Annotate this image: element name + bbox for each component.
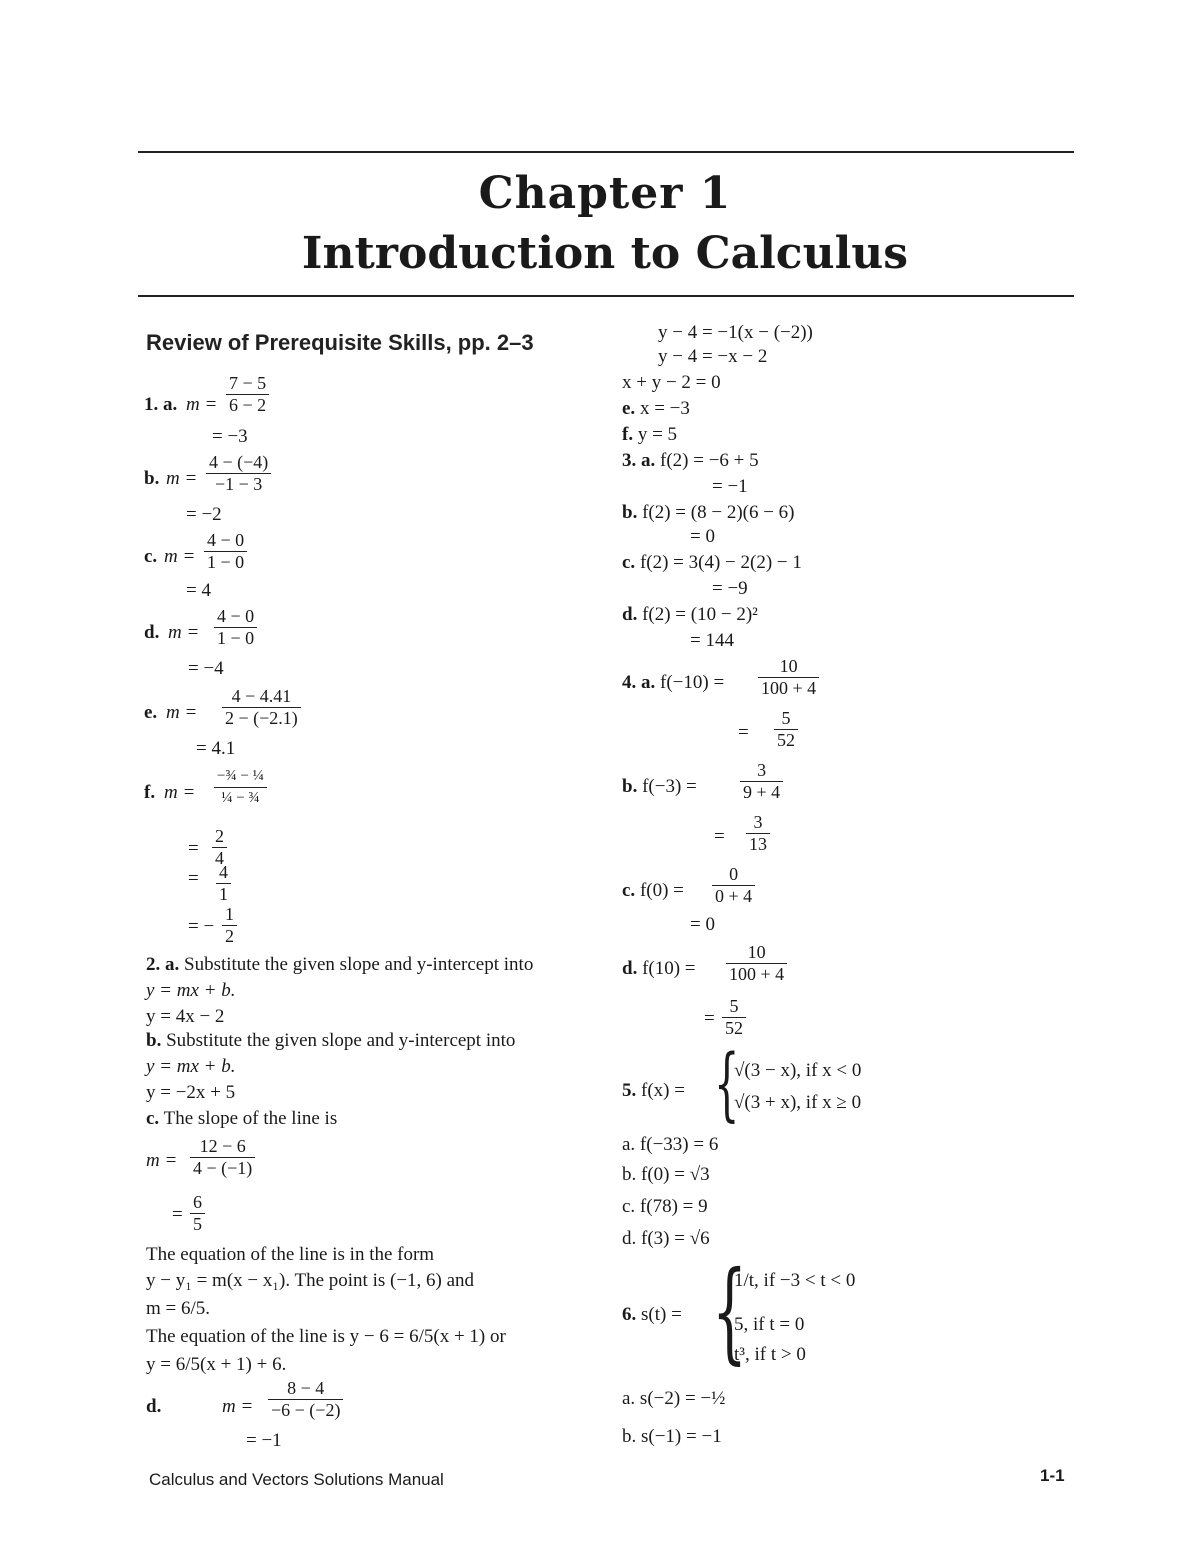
q1e-num: 4 − 4.41	[222, 686, 301, 708]
q2b-line2: y = mx + b.	[146, 1056, 236, 1077]
q6b: b. s(−1) = −1	[622, 1426, 722, 1447]
q4d-lhs: f(10) =	[642, 958, 696, 979]
q3c-l1: f(2) = 3(4) − 2(2) − 1	[639, 552, 802, 573]
q2c-p3: m = 6/5.	[146, 1298, 211, 1319]
q1d-result: = −4	[188, 658, 224, 679]
q1f-s3-den: 2	[225, 926, 234, 946]
q4d-label: d.	[622, 958, 638, 979]
q5a: a. f(−33) = 6	[622, 1134, 719, 1155]
q1f-fraction	[214, 766, 267, 809]
q1e-result: = 4.1	[196, 738, 236, 759]
q2c-p1: The equation of the line is in the form	[146, 1244, 435, 1265]
q4d-eq: =	[704, 1008, 715, 1029]
q4c-result: = 0	[690, 914, 715, 935]
q2f-text: y = 5	[637, 424, 678, 445]
q6-case2: 5, if t = 0	[734, 1314, 805, 1335]
q2f-label: f.	[622, 424, 634, 445]
q1e-lhs: m =	[166, 702, 198, 723]
q4b-num: 3	[740, 760, 783, 782]
q2b-label: b.	[146, 1030, 162, 1051]
q2c-eq: =	[172, 1204, 183, 1225]
q2a-label: 2. a.	[146, 954, 180, 975]
q1b-result: = −2	[186, 504, 222, 525]
q1f-s2-den: 1	[219, 884, 228, 904]
q2d-lhs: m =	[222, 1396, 254, 1417]
q4d-fraction	[726, 942, 787, 985]
q2a-line2: y = mx + b.	[146, 980, 236, 1001]
q3d-line	[622, 604, 758, 626]
q6-case1: 1/t, if −3 < t < 0	[734, 1270, 856, 1291]
q1f-num: −¾ − ¼	[214, 766, 267, 788]
q5b: b. f(0) = √3	[622, 1164, 710, 1185]
q4b-fraction	[740, 760, 783, 803]
q3c-label: c.	[622, 552, 636, 573]
q1f-s3-num: 1	[222, 904, 237, 926]
q4d-result	[722, 996, 746, 1039]
q3b-line	[622, 502, 795, 524]
q2e-line	[622, 398, 690, 420]
q2c-den: 4 − (−1)	[193, 1158, 253, 1178]
q4b-eq: =	[714, 826, 725, 847]
q1d-fraction	[214, 606, 257, 649]
q3d-l2: = 144	[690, 630, 734, 651]
q1c-result: = 4	[186, 580, 211, 601]
q1d-lhs: m =	[168, 622, 200, 643]
q6-line	[622, 1304, 682, 1326]
q2d-label: d.	[146, 1396, 162, 1417]
q3a-l1: f(2) = −6 + 5	[660, 450, 759, 471]
q1c-fraction	[204, 530, 247, 573]
q1a-num: 7 − 5	[226, 373, 269, 395]
q2c-lhs: m =	[146, 1150, 178, 1171]
q6a: a. s(−2) = −½	[622, 1388, 726, 1409]
q6-label: 6.	[622, 1304, 637, 1325]
q1f-s1-den: 4	[215, 848, 224, 868]
q4b-den: 9 + 4	[743, 782, 781, 802]
q4a-rden: 52	[777, 730, 795, 750]
q6-lhs: s(t) =	[641, 1304, 682, 1325]
q2c-rnum: 6	[190, 1192, 205, 1214]
q4b-lhs: f(−3) =	[642, 776, 697, 797]
q2c-p5: y = 6/5(x + 1) + 6.	[146, 1354, 287, 1375]
q1f-step3	[222, 904, 237, 947]
q1b-num: 4 − (−4)	[206, 452, 271, 474]
q1d-den: 1 − 0	[217, 628, 255, 648]
q4a-result	[774, 708, 798, 751]
page-number: 1-1	[1040, 1466, 1065, 1485]
q4c-fraction	[712, 864, 755, 907]
q3a-label: 3. a.	[622, 450, 656, 471]
q1a-lhs: m =	[186, 394, 218, 415]
q2c-num: 12 − 6	[190, 1136, 255, 1158]
section-heading: Review of Prerequisite Skills, pp. 2–3	[146, 330, 534, 355]
q1b-label: b.	[144, 468, 160, 489]
q5-case1: √(3 − x), if x < 0	[734, 1060, 862, 1081]
q2f-line	[622, 424, 677, 446]
q1f-den: ¼ − ¾	[221, 790, 260, 806]
q4a-den: 100 + 4	[761, 678, 817, 698]
chapter-label: Chapter 1	[478, 168, 732, 219]
q2d-den: −6 − (−2)	[271, 1400, 341, 1420]
q2c-fraction	[190, 1136, 255, 1179]
q1a-result: = −3	[212, 426, 248, 447]
q2c-rden: 5	[193, 1214, 202, 1234]
q3b-l2: = 0	[690, 526, 715, 547]
q1f-eq1: =	[188, 838, 199, 859]
q4d-rden: 52	[725, 1018, 743, 1038]
q1b-den: −1 − 3	[214, 474, 263, 494]
q1f-step2	[216, 862, 231, 905]
q3c-line	[622, 552, 802, 574]
q1e-fraction	[222, 686, 301, 729]
q2b-line	[146, 1030, 515, 1052]
q4d-line	[622, 958, 696, 980]
q1c-den: 1 − 0	[207, 552, 245, 572]
top-rule	[138, 151, 1074, 153]
q1f-s1-num: 2	[212, 826, 227, 848]
q2b-line3: y = −2x + 5	[146, 1082, 236, 1103]
q4a-fraction	[758, 656, 819, 699]
q5c: c. f(78) = 9	[622, 1196, 708, 1217]
q6-brace: {	[712, 1247, 747, 1375]
r-line1: y − 4 = −1(x − (−2))	[658, 322, 813, 343]
q2c-p4: The equation of the line is y − 6 = 6/5(x + 1) or	[146, 1326, 506, 1347]
q2a-line3: y = 4x − 2	[146, 1006, 225, 1027]
q4a-rnum: 5	[774, 708, 798, 730]
q4d-rnum: 5	[722, 996, 746, 1018]
q2d-num: 8 − 4	[268, 1378, 343, 1400]
q3b-l1: f(2) = (8 − 2)(6 − 6)	[642, 502, 795, 523]
q4a-line	[622, 672, 724, 694]
q1b-fraction	[206, 452, 271, 495]
q5-case2: √(3 + x), if x ≥ 0	[734, 1092, 862, 1113]
q3d-label: d.	[622, 604, 638, 625]
q1f-eq2: =	[188, 868, 199, 889]
q1b-lhs: m =	[166, 468, 198, 489]
q4c-line	[622, 880, 684, 902]
q4b-line	[622, 776, 697, 798]
q1d-num: 4 − 0	[214, 606, 257, 628]
q1a-fraction	[226, 373, 269, 416]
q4d-den: 100 + 4	[729, 964, 785, 984]
q1f-lhs: m =	[164, 782, 196, 803]
chapter-title: Introduction to Calculus	[301, 228, 909, 279]
q4a-num: 10	[758, 656, 819, 678]
q6-case3: t³, if t > 0	[734, 1344, 806, 1365]
q3c-l2: = −9	[712, 578, 748, 599]
q1e-label: e.	[144, 702, 158, 723]
q1f-label: f.	[144, 782, 156, 803]
q4b-result	[746, 812, 770, 855]
q5-lhs: f(x) =	[641, 1080, 685, 1101]
q4c-num: 0	[712, 864, 755, 886]
q2a-text: Substitute the given slope and y-intercept into	[184, 954, 534, 975]
q2c-text: The slope of the line is	[163, 1108, 338, 1129]
q2c-p2: y − y₁ = m(x − x₁). The point is (−1, 6) and	[146, 1270, 475, 1291]
q2d-result: = −1	[246, 1430, 282, 1451]
q2e-label: e.	[622, 398, 636, 419]
q4c-den: 0 + 4	[715, 886, 753, 906]
footer-book-title: Calculus and Vectors Solutions Manual	[149, 1470, 444, 1489]
q2c-label: c.	[146, 1108, 160, 1129]
q1c-label: c.	[144, 546, 158, 567]
q2a-line	[146, 954, 533, 976]
q4d-num: 10	[726, 942, 787, 964]
r-line2: y − 4 = −x − 2	[658, 346, 768, 367]
r-line3: x + y − 2 = 0	[622, 372, 721, 393]
q2b-text: Substitute the given slope and y-intercept into	[166, 1030, 516, 1051]
q3b-label: b.	[622, 502, 638, 523]
q4b-rden: 13	[749, 834, 767, 854]
q5-label: 5.	[622, 1080, 637, 1101]
q5-brace: {	[714, 1037, 740, 1130]
q1c-lhs: m =	[164, 546, 196, 567]
q1e-den: 2 − (−2.1)	[225, 708, 298, 728]
q3a-line	[622, 450, 759, 472]
q1c-num: 4 − 0	[204, 530, 247, 552]
q4a-lhs: f(−10) =	[660, 672, 725, 693]
q4b-label: b.	[622, 776, 638, 797]
q5-line	[622, 1080, 685, 1102]
q2d-fraction	[268, 1378, 343, 1421]
q1f-s2-num: 4	[216, 862, 231, 884]
q4a-eq: =	[738, 722, 749, 743]
q1a-den: 6 − 2	[229, 395, 267, 415]
q4c-lhs: f(0) =	[639, 880, 684, 901]
q1a-label: 1. a.	[144, 394, 178, 415]
q4c-label: c.	[622, 880, 636, 901]
q5d: d. f(3) = √6	[622, 1228, 710, 1249]
q1f-eq3: = −	[188, 916, 215, 937]
q2e-text: x = −3	[639, 398, 690, 419]
q4a-label: 4. a.	[622, 672, 656, 693]
q1d-label: d.	[144, 622, 160, 643]
q3a-l2: = −1	[712, 476, 748, 497]
q2c-line	[146, 1108, 337, 1130]
q4b-rnum: 3	[746, 812, 770, 834]
bottom-rule	[138, 295, 1074, 297]
q3d-l1: f(2) = (10 − 2)²	[642, 604, 758, 625]
q2c-result-fraction	[190, 1192, 205, 1235]
